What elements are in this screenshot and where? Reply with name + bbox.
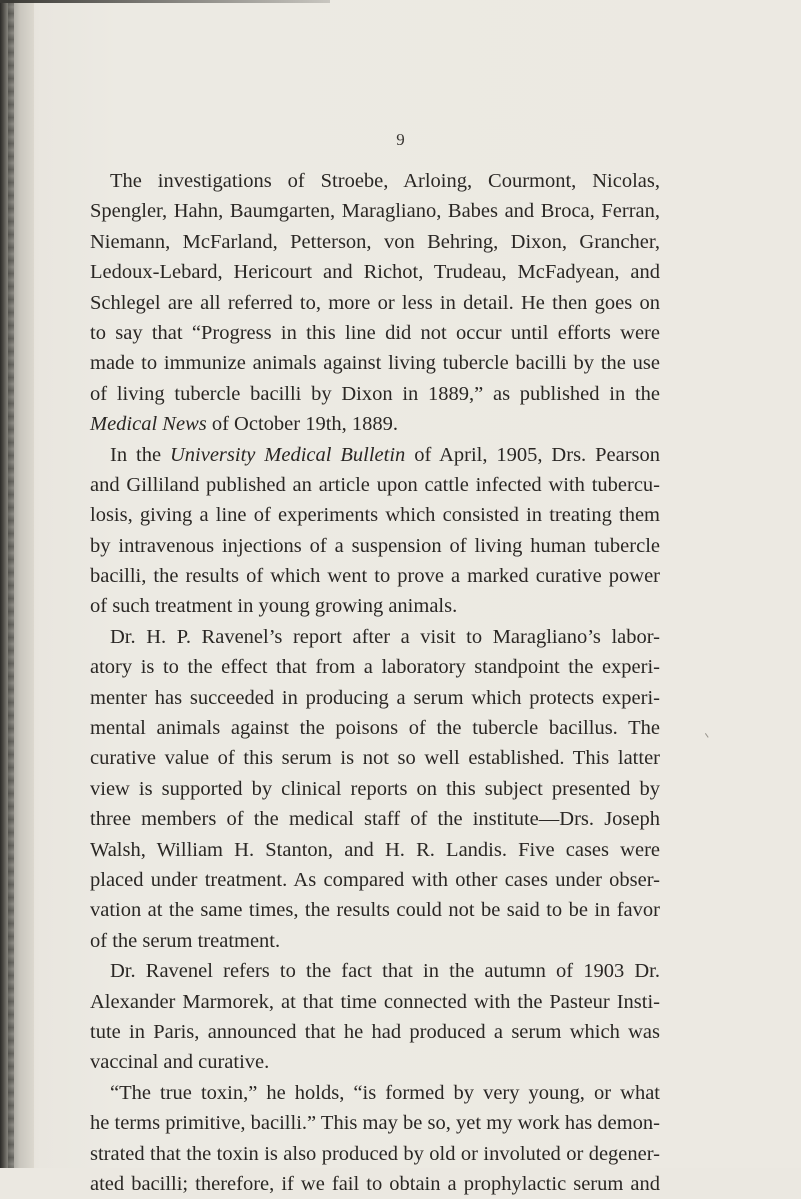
text-line bbox=[90, 318, 660, 348]
text-line bbox=[90, 379, 660, 409]
line-text: bacilli, the results of which went to prove a marked curative power bbox=[90, 565, 660, 588]
text-line bbox=[90, 652, 660, 682]
line-text: of the serum treatment. bbox=[90, 929, 281, 952]
line-text: Schlegel are all referred to, more or less in detail. He then goes on bbox=[90, 291, 660, 314]
text-line bbox=[90, 926, 660, 956]
text-line bbox=[90, 166, 660, 196]
line-text: to say that “Progress in this line did not occur until efforts were bbox=[90, 321, 660, 344]
text-line bbox=[90, 622, 660, 652]
text-line bbox=[90, 257, 660, 287]
line-text: by intravenous injections of a suspension of living human tubercle bbox=[90, 534, 660, 557]
text-line bbox=[90, 713, 660, 743]
text-line bbox=[90, 196, 660, 226]
line-text: of living tubercle bacilli by Dixon in 1889,” as published in the bbox=[90, 382, 660, 405]
line-text: Ledoux-Lebard, Hericourt and Richot, Trudeau, McFadyean, and bbox=[90, 261, 660, 284]
text-line bbox=[90, 743, 660, 773]
text-line bbox=[90, 288, 660, 318]
text-line bbox=[90, 865, 660, 895]
text-line bbox=[90, 683, 660, 713]
italic-title-text: University Medical Bulletin bbox=[169, 443, 406, 466]
top-edge-rule bbox=[0, 0, 330, 3]
text-line bbox=[90, 987, 660, 1017]
binding-shadow bbox=[8, 0, 14, 1168]
text-line bbox=[90, 774, 660, 804]
line-text: Spengler, Hahn, Baumgarten, Maragliano, Babes and Broca, Ferran, bbox=[90, 200, 660, 223]
line-text: and Gilliland published an article upon cattle infected with tubercu- bbox=[90, 473, 660, 496]
line-text: Walsh, William H. Stanton, and H. R. Landis. Five cases were bbox=[90, 838, 660, 861]
text-line bbox=[90, 440, 660, 470]
line-text: curative value of this serum is not so well established. This latter bbox=[90, 747, 660, 770]
line-text: vaccinal and curative. bbox=[90, 1051, 270, 1074]
line-text: made to immunize animals against living tubercle bacilli by the use bbox=[90, 352, 660, 375]
text-line bbox=[90, 227, 660, 257]
text-line bbox=[90, 531, 660, 561]
line-text: Dr. Ravenel refers to the fact that in the autumn of 1903 Dr. bbox=[110, 960, 660, 983]
text-line bbox=[90, 348, 660, 378]
line-text: vation at the same times, the results could not be said to be in favor bbox=[90, 899, 660, 922]
text-line bbox=[90, 1078, 660, 1108]
text-line bbox=[90, 835, 660, 865]
text-line bbox=[90, 1017, 660, 1047]
line-text: Dr. H. P. Ravenel’s report after a visit to Maragliano’s labor- bbox=[110, 625, 660, 648]
line-text: of October 19th, 1889. bbox=[206, 413, 399, 436]
page-number: 9 bbox=[396, 130, 405, 149]
line-text: atory is to the effect that from a laboratory standpoint the experi- bbox=[90, 656, 660, 679]
text-line bbox=[90, 591, 660, 621]
line-text: three members of the medical staff of the institute—Drs. Joseph bbox=[90, 808, 660, 831]
line-text: mental animals against the poisons of the tubercle bacillus. The bbox=[90, 717, 660, 740]
line-text: Alexander Marmorek, at that time connected with the Pasteur Insti- bbox=[90, 990, 660, 1013]
text-line bbox=[90, 561, 660, 591]
text-line bbox=[90, 804, 660, 834]
text-line bbox=[90, 500, 660, 530]
body-text bbox=[90, 166, 660, 1199]
line-text: tute in Paris, announced that he had produced a serum which was bbox=[90, 1020, 660, 1043]
text-line bbox=[90, 470, 660, 500]
line-text: he terms primitive, bacilli.” This may be so, yet my work has demon- bbox=[90, 1112, 660, 1135]
line-text: “The true toxin,” he holds, “is formed by very young, or what bbox=[110, 1081, 660, 1104]
line-text: view is supported by clinical reports on this subject presented by bbox=[90, 777, 660, 800]
text-line bbox=[90, 409, 660, 439]
italic-title-text: Medical News bbox=[90, 413, 207, 436]
line-text: losis, giving a line of experiments which consisted in treating them bbox=[90, 504, 660, 527]
text-line bbox=[90, 1169, 660, 1199]
text-line bbox=[90, 1108, 660, 1138]
page-binding-edge bbox=[0, 0, 34, 1168]
text-line bbox=[90, 1047, 660, 1077]
text-line bbox=[90, 956, 660, 986]
line-text: ated bacilli; therefore, if we fail to obtain a prophylactic serum and bbox=[90, 1172, 660, 1195]
text-line bbox=[90, 1139, 660, 1169]
line-text: strated that the toxin is also produced by old or involuted or degener- bbox=[90, 1142, 660, 1165]
text-line bbox=[90, 895, 660, 925]
line-text: of such treatment in young growing animals. bbox=[90, 595, 458, 618]
line-text: menter has succeeded in producing a serum which protects experi- bbox=[90, 686, 660, 709]
line-text: of April, 1905, Drs. Pearson bbox=[405, 443, 660, 466]
line-text: The investigations of Stroebe, Arloing, Courmont, Nicolas, bbox=[110, 170, 660, 192]
line-text: placed under treatment. As compared with other cases under obser- bbox=[90, 868, 660, 891]
line-text: Niemann, McFarland, Petterson, von Behring, Dixon, Grancher, bbox=[90, 230, 660, 253]
line-text: In the bbox=[110, 443, 170, 466]
stray-pencil-mark bbox=[705, 731, 711, 737]
